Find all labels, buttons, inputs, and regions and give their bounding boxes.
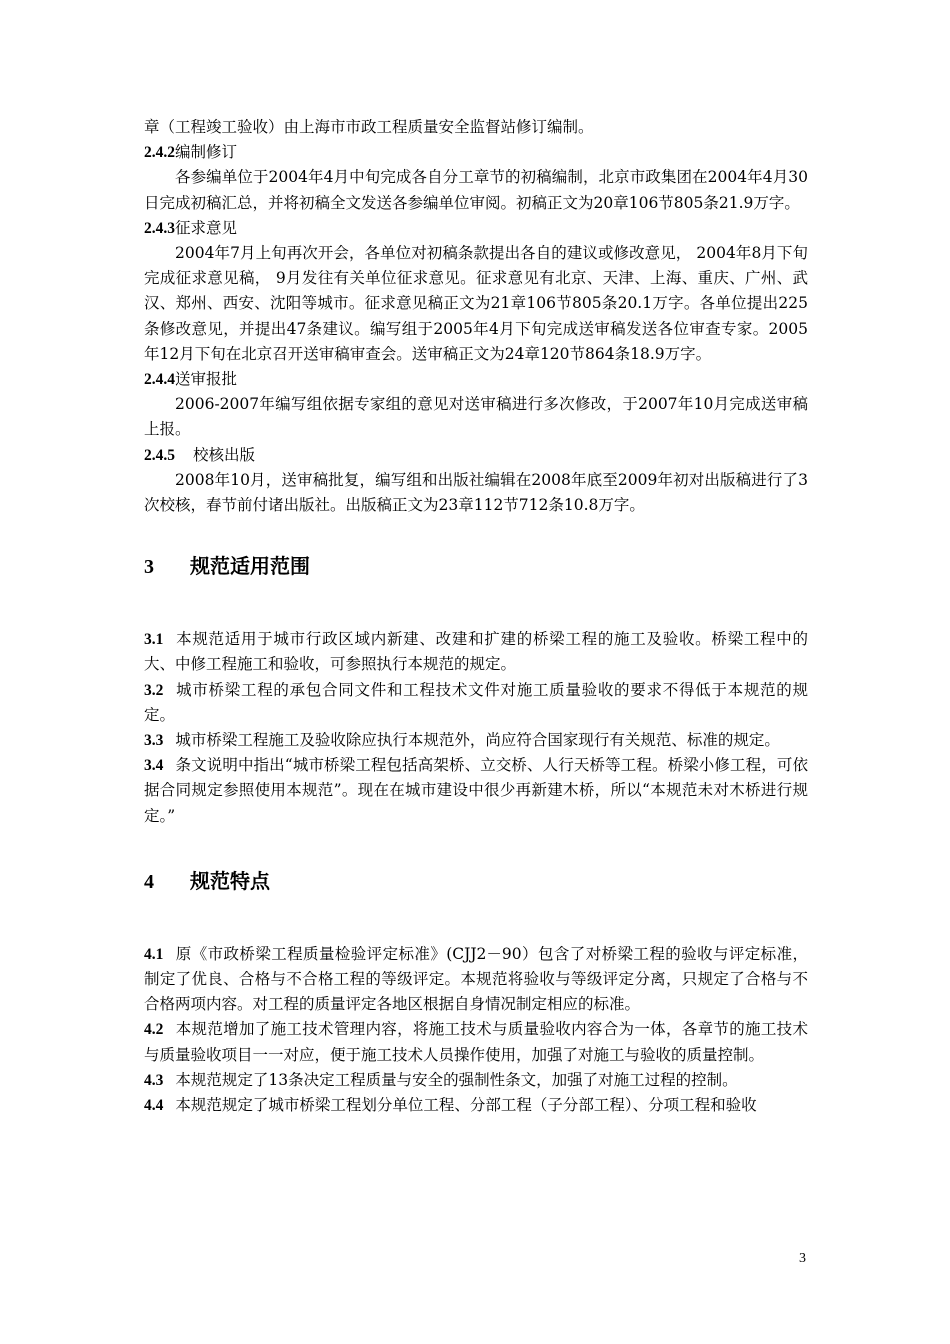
subsection-title: 征求意见: [175, 218, 238, 237]
page-number: 3: [799, 1251, 806, 1266]
clause-number: 3.1: [144, 631, 164, 649]
clause-number: 4.4: [144, 1097, 164, 1115]
section-title: 规范特点: [190, 868, 270, 893]
clause-text: 本规范规定了13条决定工程质量与安全的强制性条文，加强了对施工过程的控制。: [175, 1070, 738, 1089]
subsection-heading-2-4-2: [144, 140, 808, 165]
section-number: 3: [144, 556, 154, 579]
section-heading-3: [144, 552, 808, 581]
clause-number: 3.4: [144, 757, 164, 775]
clause-text: 原《市政桥梁工程质量检验评定标准》(CJJ2－90）包含了对桥梁工程的验收与评定标准，制定了优良、合格与不合格工程的等级评定。本规范将验收与等级评定分离，只规定了合格与不合格两项内容。对工程的质量评定各地区根据自身情况制定相应的标准。: [144, 944, 808, 1014]
clause-text: 本规范增加了施工技术管理内容，将施工技术与质量验收内容合为一体，各章节的施工技术与质量验收项目一一对应，便于施工技术人员操作使用，加强了对施工与验收的质量控制。: [144, 1020, 808, 1064]
section-heading-4: [144, 867, 808, 896]
clause-text: 条文说明中指出“城市桥梁工程包括高架桥、立交桥、人行天桥等工程。桥梁小修工程，可依据合同规定参照使用本规范”。现在在城市建设中很少再新建木桥，所以“本规范未对木桥进行规定。”: [144, 756, 808, 825]
clause-3-3: [144, 728, 808, 753]
clause-3-4: [144, 753, 808, 829]
clause-number: 4.1: [144, 945, 164, 963]
section-number: 4: [144, 870, 154, 893]
clause-text: 城市桥梁工程的承包合同文件和工程技术文件对施工质量验收的要求不得低于本规范的规定。: [144, 680, 808, 724]
paragraph-2-4-2: 各参编单位于2004年4月中旬完成各自分工章节的初稿编制，北京市政集团在2004年4月30日完成初稿汇总，并将初稿全文发送各参编单位审阅。初稿正文为20章106节805条21.9万字。: [144, 168, 808, 212]
clause-number: 3.3: [144, 732, 164, 750]
clause-4-4: [144, 1093, 808, 1118]
clause-4-2: [144, 1017, 808, 1067]
subsection-title: 送审报批: [175, 370, 238, 389]
subsection-number: 2.4.4: [144, 371, 175, 389]
clause-4-3: [144, 1068, 808, 1093]
clause-4-1: [144, 942, 808, 1018]
paragraph-2-4-3: 2004年7月上旬再次开会，各单位对初稿条款提出各自的建议或修改意见， 2004年8月下旬完成征求意见稿， 9月发往有关单位征求意见。征求意见有北京、天津、上海、重庆、广州、武汉、郑州、西安、沈阳等城市。征求意见稿正文为21章106节805条20.1万字。各单位提出225条修改意见，并提出47条建议。编写组于2005年4月下旬完成送审稿发送各位审查专家。2005年12月下旬在北京召开送审稿审查会。送审稿正文为24章120节864条18.9万字。: [144, 244, 808, 363]
clause-text: 本规范规定了城市桥梁工程划分单位工程、分部工程（子分部工程）、分项工程和验收: [175, 1096, 757, 1115]
clause-number: 4.3: [144, 1071, 164, 1089]
page-content: [144, 115, 808, 1118]
subsection-number: 2.4.3: [144, 219, 175, 237]
clause-number: 3.2: [144, 681, 164, 699]
paragraph-2-4-4: 2006-2007年编写组依据专家组的意见对送审稿进行多次修改，于2007年10月完成送审稿上报。: [144, 395, 808, 439]
clause-number: 4.2: [144, 1021, 164, 1039]
subsection-title: 编制修订: [175, 143, 238, 162]
subsection-title: 校核出版: [193, 445, 256, 464]
clause-text: 本规范适用于城市行政区域内新建、改建和扩建的桥梁工程的施工及验收。桥梁工程中的大、中修工程施工和验收，可参照执行本规范的规定。: [144, 630, 808, 674]
subsection-heading-2-4-5: [144, 443, 808, 468]
clause-text: 城市桥梁工程施工及验收除应执行本规范外，尚应符合国家现行有关规范、标准的规定。: [175, 731, 780, 750]
subsection-heading-2-4-3: [144, 216, 808, 241]
paragraph-intro-tail: 章（工程竣工验收）由上海市市政工程质量安全监督站修订编制。: [144, 118, 594, 136]
clause-3-1: [144, 627, 808, 677]
clause-3-2: [144, 678, 808, 728]
section-title: 规范适用范围: [190, 554, 310, 579]
subsection-number: 2.4.2: [144, 144, 175, 162]
paragraph-2-4-5: 2008年10月，送审稿批复，编写组和出版社编辑在2008年底至2009年初对出版稿进行了3次校核，春节前付诸出版社。出版稿正文为23章112节712条10.8万字。: [144, 470, 808, 515]
subsection-heading-2-4-4: [144, 367, 808, 392]
subsection-number: 2.4.5: [144, 446, 175, 464]
